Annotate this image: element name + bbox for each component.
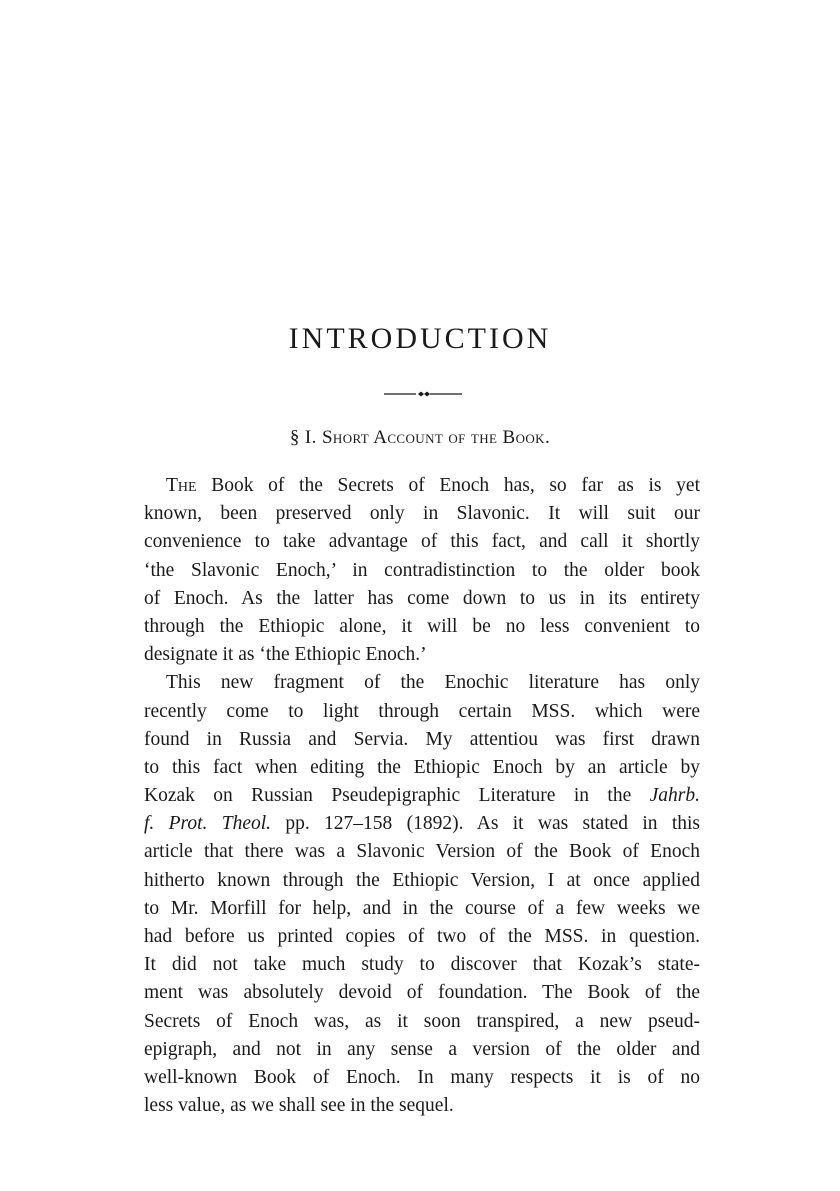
text-line: Secrets of Enoch was, as it soon transpired, a new pseud- xyxy=(144,1010,700,1032)
body-text xyxy=(144,472,700,1120)
text-line: ment was absolutely devoid of foundation. The Book of the xyxy=(144,982,700,1004)
section-title: Short Account of the Book. xyxy=(321,427,551,448)
text-line: ‘the Slavonic Enoch,’ in contradistinction to the older book xyxy=(144,559,700,581)
text-line: convenience to take advantage of this fact, and call it shortly xyxy=(144,531,700,553)
text-line: found in Russia and Servia. My attentiou was first drawn xyxy=(144,728,700,750)
lead-word: The xyxy=(166,475,197,496)
text-line: hitherto known through the Ethiopic Version, I at once applied xyxy=(144,869,700,891)
text-line: known, been preserved only in Slavonic. It will suit our xyxy=(144,503,700,525)
page-title: INTRODUCTION xyxy=(288,322,552,355)
text-line: less value, as we shall see in the sequel. xyxy=(144,1095,454,1117)
text-line: article that there was a Slavonic Version of the Book of Enoch xyxy=(144,841,700,863)
text-line: Kozak on Russian Pseudepigraphic Literature in the Jahrb. xyxy=(144,785,700,807)
text-line: well-known Book of Enoch. In many respects it is of no xyxy=(144,1066,700,1088)
text-line: to Mr. Morfill for help, and in the course of a few weeks we xyxy=(144,897,700,919)
text-line: to this fact when editing the Ethiopic Enoch by an article by xyxy=(144,756,700,778)
section-heading xyxy=(0,427,840,449)
text-line: It did not take much study to discover that Kozak’s state- xyxy=(144,954,700,976)
text-line: recently come to light through certain MSS. which were xyxy=(144,700,700,722)
text-line: through the Ethiopic alone, it will be no less convenient to xyxy=(144,615,700,637)
text-line: had before us printed copies of two of the MSS. in question. xyxy=(144,926,700,947)
journal-abbrev: f. Prot. Theol. xyxy=(144,813,272,835)
journal-abbrev: Jahrb. xyxy=(649,785,700,807)
text-line: This new fragment of the Enochic literature has only xyxy=(166,672,700,694)
text-line: f. Prot. Theol. pp. 127–158 (1892). As it was stated in this xyxy=(144,813,700,835)
text-line: of Enoch. As the latter has come down to us in its entirety xyxy=(144,587,700,609)
ornament-divider-icon xyxy=(384,388,462,400)
text-line: The Book of the Secrets of Enoch has, so far as is yet xyxy=(166,475,700,496)
text-line: epigraph, and not in any sense a version of the older and xyxy=(144,1038,700,1060)
section-number: § I. xyxy=(289,427,317,448)
text-line: designate it as ‘the Ethiopic Enoch.’ xyxy=(144,644,427,666)
